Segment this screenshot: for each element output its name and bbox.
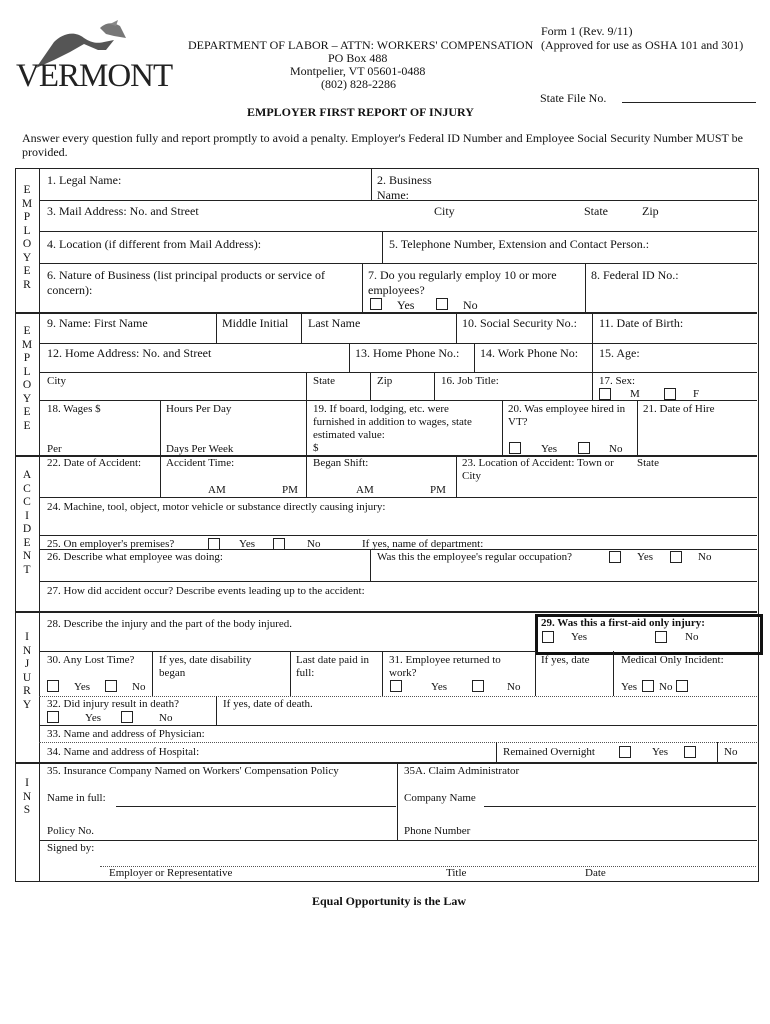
claim-admin-label: 35A. Claim Administrator xyxy=(404,765,520,777)
federal-id-label: 8. Federal ID No.: xyxy=(591,268,679,282)
dept-city: Montpelier, VT 05601-0488 xyxy=(290,64,426,78)
last-paid-label: Last date paid in xyxy=(296,654,370,666)
regular-no-checkbox[interactable] xyxy=(670,551,682,563)
regular-yes-label: Yes xyxy=(637,551,654,563)
hours-per-day-label: Hours Per Day xyxy=(166,403,232,415)
regular-no-label: No xyxy=(698,551,712,563)
date-of-accident-label: 22. Date of Accident: xyxy=(47,457,142,469)
age-label: 15. Age: xyxy=(599,346,640,360)
sex-label: 17. Sex: xyxy=(599,375,636,387)
legal-name-label: 1. Legal Name: xyxy=(47,173,122,187)
death-date-label: If yes, date of death. xyxy=(223,698,313,710)
employ-ten-label-2: employees? xyxy=(368,283,425,297)
employ-ten-yes-label: Yes xyxy=(397,298,415,312)
premises-no-label: No xyxy=(307,538,321,550)
location-state-label: State xyxy=(637,457,659,469)
sex-f-label: F xyxy=(693,388,700,400)
medical-only-yes-label: Yes xyxy=(621,681,638,693)
location-accident-label: 23. Location of Accident: Town or xyxy=(462,457,614,469)
dob-label: 11. Date of Birth: xyxy=(599,316,684,330)
po-box: PO Box 488 xyxy=(328,51,388,65)
vermont-logo xyxy=(14,20,173,95)
logo-text: VERMONT xyxy=(16,58,173,94)
machine-tool-label: 24. Machine, tool, object, motor vehicle or substance directly causing injury: xyxy=(47,501,386,513)
ssn-label: 10. Social Security No.: xyxy=(462,316,577,330)
section-insurance: I N S xyxy=(22,777,32,816)
last-paid-label-2: full: xyxy=(296,667,315,679)
regular-occupation-label: Was this the employee's regular occupation? xyxy=(377,551,573,563)
lost-time-no-label: No xyxy=(132,681,146,693)
accident-time-am: AM xyxy=(208,484,226,496)
section-employer: E M P L O Y E R xyxy=(21,184,33,291)
medical-only-no-label: No xyxy=(659,681,673,693)
lost-time-no-checkbox[interactable] xyxy=(105,680,117,692)
days-per-week-label: Days Per Week xyxy=(166,443,234,455)
hired-vt-yes-checkbox[interactable] xyxy=(509,442,521,454)
returned-no-checkbox[interactable] xyxy=(472,680,484,692)
accident-time-label: Accident Time: xyxy=(166,457,235,469)
returned-no-label: No xyxy=(507,681,521,693)
doing-label: 26. Describe what employee was doing: xyxy=(47,551,223,563)
medical-only-yes-checkbox[interactable] xyxy=(642,680,654,692)
employ-ten-no-checkbox[interactable] xyxy=(436,298,448,310)
company-name-label: Company Name xyxy=(404,792,476,804)
board-lodging-label-2: furnished in addition to wages, state xyxy=(313,416,472,428)
first-aid-yes-label: Yes xyxy=(571,631,588,643)
signed-by-label: Signed by: xyxy=(47,842,95,854)
physician-label: 33. Name and address of Physician: xyxy=(47,728,205,740)
section-employee: E M P L O Y E E xyxy=(21,325,33,432)
job-title-label: 16. Job Title: xyxy=(441,375,499,387)
instructions: Answer every question fully and report promptly to avoid a penalty. Employer's Federal ID Number and Employee Social Security Number MUST be xyxy=(22,131,743,145)
lost-time-yes-checkbox[interactable] xyxy=(47,680,59,692)
overnight-yes-label: Yes xyxy=(652,746,669,758)
employee-city-label: City xyxy=(47,375,66,387)
insurance-company-label: 35. Insurance Company Named on Workers' Compensation Policy xyxy=(47,765,339,777)
work-phone-label: 14. Work Phone No: xyxy=(480,346,579,360)
hired-vt-label: 20. Was employee hired in xyxy=(508,403,626,415)
middle-initial-label: Middle Initial xyxy=(222,316,289,330)
returned-yes-checkbox[interactable] xyxy=(390,680,402,692)
state-file-input[interactable] xyxy=(622,102,756,103)
death-yes-label: Yes xyxy=(85,712,102,724)
hired-vt-no-checkbox[interactable] xyxy=(578,442,590,454)
accident-time-pm: PM xyxy=(282,484,298,496)
hired-vt-no-label: No xyxy=(609,443,623,455)
name-in-full-label: Name in full: xyxy=(47,792,106,804)
business-name-label: 2. Business xyxy=(377,173,432,187)
sex-m-label: M xyxy=(630,388,640,400)
location-label: 4. Location (if different from Mail Address): xyxy=(47,237,262,251)
employ-ten-label: 7. Do you regularly employ 10 or more xyxy=(368,268,557,282)
nature-business-label: 6. Nature of Business (list principal products or service of xyxy=(47,268,325,282)
began-shift-label: Began Shift: xyxy=(313,457,369,469)
form-title: EMPLOYER FIRST REPORT OF INJURY xyxy=(247,105,474,119)
lost-time-label: 30. Any Lost Time? xyxy=(47,654,135,666)
began-shift-am: AM xyxy=(356,484,374,496)
mail-state-label: State xyxy=(584,204,608,218)
employ-ten-yes-checkbox[interactable] xyxy=(370,298,382,310)
last-name-label: Last Name xyxy=(308,316,361,330)
medical-only-label: Medical Only Incident: xyxy=(621,654,724,666)
home-phone-label: 13. Home Phone No.: xyxy=(355,346,460,360)
overnight-no-checkbox[interactable] xyxy=(684,746,696,758)
death-label: 32. Did injury result in death? xyxy=(47,698,179,710)
overnight-yes-checkbox[interactable] xyxy=(619,746,631,758)
hired-vt-yes-label: Yes xyxy=(541,443,558,455)
department-name: DEPARTMENT OF LABOR – ATTN: WORKERS' COMPENSATION xyxy=(188,38,534,52)
overnight-label: Remained Overnight xyxy=(503,746,595,758)
signature-date-label: Date xyxy=(585,867,606,879)
location-accident-label-2: City xyxy=(462,470,481,482)
policy-no-label: Policy No. xyxy=(47,825,95,837)
sex-m-checkbox[interactable] xyxy=(599,388,611,400)
footer-text: Equal Opportunity is the Law xyxy=(312,894,467,908)
lost-time-yes-label: Yes xyxy=(74,681,91,693)
phone-number-label: Phone Number xyxy=(404,825,471,837)
telephone-contact-label: 5. Telephone Number, Extension and Contact Person.: xyxy=(389,237,650,251)
returned-work-label: 31. Employee returned to xyxy=(389,654,501,666)
employee-state-label: State xyxy=(313,375,335,387)
mail-address-label: 3. Mail Address: No. and Street xyxy=(47,204,199,218)
section-injury: I N J U R Y xyxy=(22,631,32,711)
wages-label: 18. Wages $ xyxy=(47,403,101,415)
disability-date-label-2: began xyxy=(159,667,186,679)
first-aid-no-checkbox[interactable] xyxy=(655,631,667,643)
board-lodging-label: 19. If board, lodging, etc. were xyxy=(313,403,449,415)
premises-label: 25. On employer's premises? xyxy=(47,538,175,550)
board-lodging-label-3: estimated value: xyxy=(313,429,385,441)
disability-date-label: If yes, date disability xyxy=(159,654,252,666)
hired-vt-label-2: VT? xyxy=(508,416,528,428)
approved-note: (Approved for use as OSHA 101 and 301) xyxy=(541,38,744,52)
first-aid-no-label: No xyxy=(685,631,699,643)
death-no-label: No xyxy=(159,712,173,724)
how-occur-label: 27. How did accident occur? Describe events leading up to the accident: xyxy=(47,585,365,597)
instructions-cont: provided. xyxy=(22,145,68,159)
nature-business-label-2: concern): xyxy=(47,283,93,297)
sex-f-checkbox[interactable] xyxy=(664,388,676,400)
returned-date-label: If yes, date xyxy=(541,654,590,666)
section-divider xyxy=(39,168,40,881)
department-label: If yes, name of department: xyxy=(362,538,484,550)
death-no-checkbox[interactable] xyxy=(121,711,133,723)
first-name-label: 9. Name: First Name xyxy=(47,316,148,330)
mail-city-label: City xyxy=(434,204,455,218)
board-dollar: $ xyxy=(313,442,319,454)
premises-yes-label: Yes xyxy=(239,538,256,550)
dept-phone: (802) 828-2286 xyxy=(321,77,396,91)
overnight-no-label: No xyxy=(724,746,738,758)
began-shift-pm: PM xyxy=(430,484,446,496)
mail-zip-label: Zip xyxy=(642,204,659,218)
section-accident: A C C I D E N T xyxy=(22,469,32,576)
business-name-label-2: Name: xyxy=(377,188,409,202)
wages-per-label: Per xyxy=(47,443,62,455)
state-file-label: State File No. xyxy=(540,91,607,105)
form-id: Form 1 (Rev. 9/11) xyxy=(541,24,633,38)
home-address-label: 12. Home Address: No. and Street xyxy=(47,346,212,360)
employee-zip-label: Zip xyxy=(377,375,393,387)
date-of-hire-label: 21. Date of Hire xyxy=(643,403,715,415)
death-yes-checkbox[interactable] xyxy=(47,711,59,723)
first-aid-label: 29. Was this a first-aid only injury: xyxy=(541,617,705,629)
medical-only-no-checkbox[interactable] xyxy=(676,680,688,692)
name-in-full-input[interactable] xyxy=(116,806,396,807)
employ-ten-no-label: No xyxy=(463,298,478,312)
describe-injury-label: 28. Describe the injury and the part of the body injured. xyxy=(47,618,292,630)
hospital-label: 34. Name and address of Hospital: xyxy=(47,746,200,758)
regular-yes-checkbox[interactable] xyxy=(609,551,621,563)
employer-rep-label: Employer or Representative xyxy=(109,867,233,879)
first-aid-yes-checkbox[interactable] xyxy=(542,631,554,643)
returned-work-label-2: work? xyxy=(389,667,417,679)
company-name-input[interactable] xyxy=(484,806,756,807)
signature-title-label: Title xyxy=(446,867,467,879)
returned-yes-label: Yes xyxy=(431,681,448,693)
